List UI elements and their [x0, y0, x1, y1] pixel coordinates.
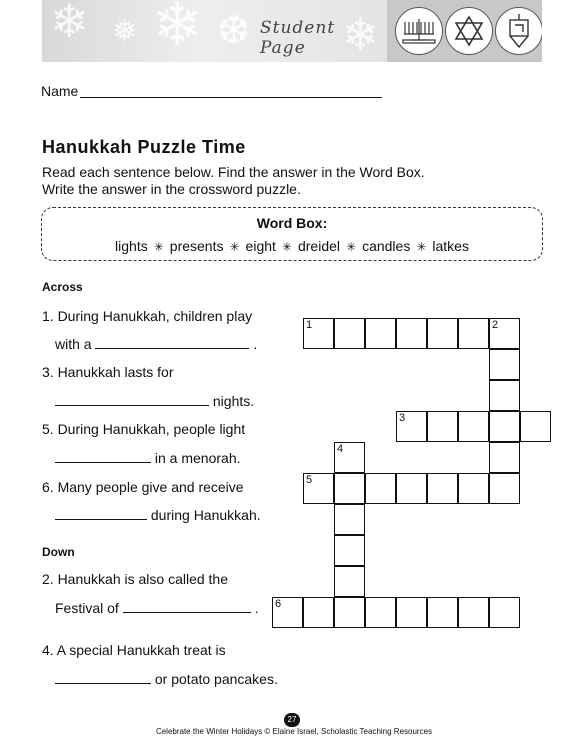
word-dreidel: dreidel — [297, 238, 340, 254]
crossword-cell[interactable] — [489, 442, 520, 473]
crossword-cell[interactable] — [396, 318, 427, 349]
crossword-cell[interactable] — [520, 411, 551, 442]
snowflake-icon: ❄ — [50, 0, 89, 48]
crossword-cell[interactable] — [272, 597, 303, 628]
crossword-cell[interactable] — [489, 380, 520, 411]
crossword-cell[interactable] — [334, 442, 365, 473]
across-clue-3-answer: nights. — [55, 393, 254, 409]
clue-number: 4 — [337, 443, 344, 455]
answer-blank[interactable] — [55, 507, 147, 520]
across-clue-1-answer: with a . — [55, 336, 258, 352]
page-number: 27 — [284, 713, 300, 727]
crossword-cell[interactable] — [489, 349, 520, 380]
snowflake-icon: ❄ — [342, 10, 379, 61]
word-eight: eight — [245, 238, 276, 254]
header-banner — [42, 0, 542, 62]
crossword-cell[interactable] — [458, 318, 489, 349]
footer-credit: Celebrate the Winter Holidays © Elaine Israel, Scholastic Teaching Resources — [155, 727, 433, 736]
asterisk-icon: ✳ — [153, 240, 164, 254]
answer-blank[interactable] — [55, 671, 151, 684]
down-heading: Down — [42, 545, 75, 559]
across-clue-1: 1. During Hanukkah, children play — [42, 308, 253, 324]
banner-emblem-area — [387, 0, 542, 62]
crossword-cell[interactable] — [396, 473, 427, 504]
crossword-cell[interactable] — [334, 318, 365, 349]
word-box-title: Word Box: — [256, 215, 328, 231]
crossword-cell[interactable] — [303, 318, 334, 349]
crossword-cell[interactable] — [489, 318, 520, 349]
clue-number: 3 — [399, 412, 406, 424]
snowflake-icon: ❅ — [112, 14, 138, 49]
answer-blank[interactable] — [123, 600, 251, 613]
word-presents: presents — [169, 238, 224, 254]
asterisk-icon: ✳ — [229, 240, 240, 254]
answer-blank[interactable] — [55, 393, 209, 406]
clue-number: 5 — [306, 474, 313, 486]
across-clue-6: 6. Many people give and receive — [42, 479, 244, 495]
across-clue-3: 3. Hanukkah lasts for — [42, 364, 174, 380]
asterisk-icon: ✳ — [346, 240, 357, 254]
asterisk-icon: ✳ — [416, 240, 427, 254]
banner-title: Student Page — [260, 18, 336, 58]
crossword-cell[interactable] — [334, 535, 365, 566]
crossword-cell[interactable] — [396, 411, 427, 442]
page-title: Hanukkah Puzzle Time — [42, 137, 246, 157]
dreidel-icon — [495, 7, 542, 55]
across-heading: Across — [42, 280, 83, 294]
crossword-cell[interactable] — [396, 597, 427, 628]
crossword-cell[interactable] — [489, 411, 520, 442]
crossword-cell[interactable] — [303, 597, 334, 628]
banner-snowflake-area — [42, 0, 387, 62]
crossword-cell[interactable] — [427, 411, 458, 442]
crossword-cell[interactable] — [427, 473, 458, 504]
name-field[interactable] — [80, 97, 382, 98]
across-clue-5-answer: in a menorah. — [55, 450, 241, 466]
crossword-cell[interactable] — [458, 473, 489, 504]
asterisk-icon: ✳ — [281, 240, 292, 254]
down-clue-2: 2. Hanukkah is also called the — [42, 571, 228, 587]
crossword-cell[interactable] — [303, 473, 334, 504]
word-box-words — [42, 238, 542, 254]
across-clue-6-answer: during Hanukkah. — [55, 507, 261, 523]
crossword-cell[interactable] — [489, 473, 520, 504]
down-clue-4: 4. A special Hanukkah treat is — [42, 642, 226, 658]
down-clue-4-answer: or potato pancakes. — [55, 671, 278, 687]
crossword-cell[interactable] — [458, 411, 489, 442]
crossword-cell[interactable] — [489, 597, 520, 628]
word-lights: lights — [115, 238, 148, 254]
snowflake-icon: ❄ — [152, 0, 203, 60]
clue-number: 6 — [275, 598, 282, 610]
menorah-icon — [395, 7, 443, 55]
answer-blank[interactable] — [55, 450, 151, 463]
instruction-line: Read each sentence below. Find the answer in the Word Box. — [42, 164, 425, 180]
word-candles: candles — [362, 238, 411, 254]
clue-number: 2 — [492, 319, 499, 331]
crossword-cell[interactable] — [334, 597, 365, 628]
snowflake-icon: ❆ — [217, 8, 251, 54]
crossword-cell[interactable] — [427, 597, 458, 628]
crossword-cell[interactable] — [427, 318, 458, 349]
star-of-david-icon — [445, 7, 493, 55]
instruction-line: Write the answer in the crossword puzzle. — [42, 181, 301, 197]
crossword-cell[interactable] — [334, 566, 365, 597]
crossword-cell[interactable] — [365, 473, 396, 504]
clue-number: 1 — [306, 319, 313, 331]
word-box — [41, 207, 543, 261]
crossword-cell[interactable] — [334, 473, 365, 504]
word-latkes: latkes — [432, 238, 469, 254]
crossword-cell[interactable] — [365, 318, 396, 349]
down-clue-2-answer: Festival of . — [55, 600, 259, 616]
answer-blank[interactable] — [95, 336, 249, 349]
name-label: Name — [41, 83, 79, 99]
across-clue-5: 5. During Hanukkah, people light — [42, 421, 246, 437]
crossword-cell[interactable] — [365, 597, 396, 628]
crossword-cell[interactable] — [458, 597, 489, 628]
crossword-cell[interactable] — [334, 504, 365, 535]
